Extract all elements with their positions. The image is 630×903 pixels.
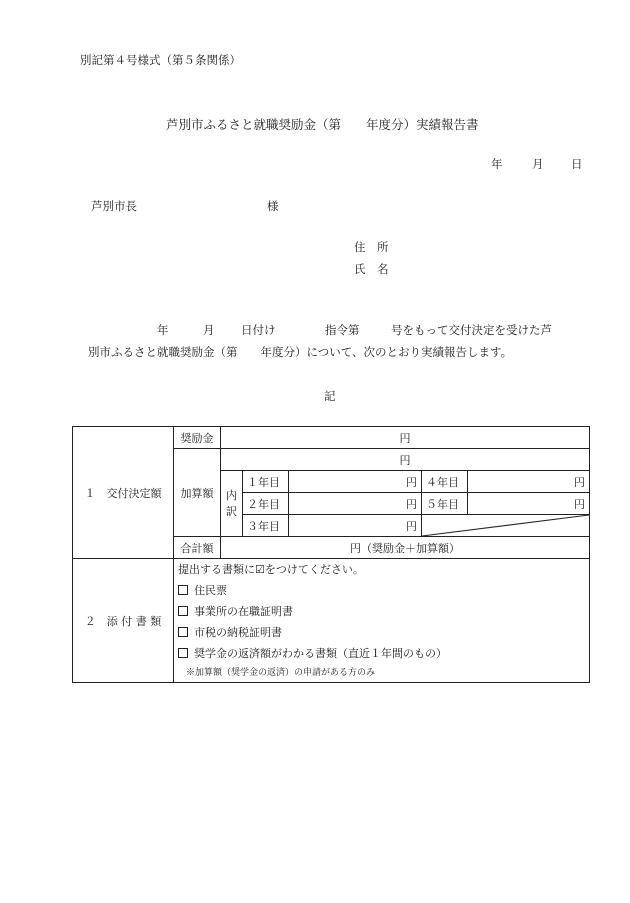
body-order: 指令第 (325, 323, 360, 337)
year3-value: 円 (289, 515, 422, 537)
checklist-item-juminhyo[interactable] (178, 580, 585, 601)
total-value: 円（奨励金＋加算額） (221, 537, 590, 559)
checklist-item-scholarship-repayment[interactable] (178, 643, 585, 664)
total-label: 合計額 (174, 537, 221, 559)
year5-label: ５年目 (422, 493, 468, 515)
shoreikin-label: 奨励金 (174, 427, 221, 449)
checkbox-icon[interactable] (178, 585, 188, 595)
checklist-instructions: 提出する書類に☑をつけてください。 (178, 563, 364, 576)
body-line1-text: 号をもって交付決定を受けた芦 (391, 323, 552, 337)
diagonal-line (422, 515, 589, 536)
body-year: 年 (157, 323, 169, 337)
date-year-label: 年 (491, 157, 503, 171)
body-month: 月 (203, 323, 215, 337)
checklist-item-label: 住民票 (194, 584, 227, 597)
addressee-name: 芦別市長 (91, 199, 137, 213)
checkbox-icon[interactable] (178, 627, 188, 637)
year4-label: ４年目 (422, 471, 468, 493)
date-day-label: 日 (571, 157, 583, 171)
section1-label: １ 交付決定額 (73, 427, 174, 559)
year1-value: 円 (289, 471, 422, 493)
uchiwake-char-2: 訳 (226, 504, 237, 518)
checklist-item-tax-certificate[interactable] (178, 622, 585, 643)
document-title: 芦別市ふるさと就職奨励金（第 年度分）実績報告書 (166, 117, 479, 132)
uchiwake-char-1: 内 (226, 488, 237, 502)
year3-label: ３年目 (243, 515, 289, 537)
checklist-item-label: 奨学金の返済額がわかる書類（直近１年間のもの） (194, 647, 447, 660)
name-label: 氏 名 (354, 262, 389, 276)
year4-value: 円 (468, 471, 590, 493)
body-line2: 別市ふるさと就職奨励金（第 年度分）について、次のとおり実績報告します。 (88, 345, 513, 359)
year5-value: 円 (468, 493, 590, 515)
report-table (72, 426, 590, 683)
kasangaku-label: 加算額 (174, 449, 221, 537)
checklist-item-employment-certificate[interactable] (178, 601, 585, 622)
diagonal-cell (422, 515, 590, 537)
checklist-note: ※加算額（奨学金の返済）の申請がある方のみ (186, 668, 376, 678)
date-month-label: 月 (532, 157, 544, 171)
kasangaku-value: 円 (221, 449, 590, 471)
shoreikin-value: 円 (221, 427, 590, 449)
checkbox-icon[interactable] (178, 606, 188, 616)
uchiwake-label (221, 471, 243, 537)
year2-value: 円 (289, 493, 422, 515)
year1-label: １年目 (243, 471, 289, 493)
checklist-item-label: 市税の納税証明書 (194, 626, 282, 639)
checkbox-icon[interactable] (178, 648, 188, 658)
checklist-item-label: 事業所の在職証明書 (194, 605, 293, 618)
attachment-checklist (174, 559, 590, 683)
form-number-label: 別記第４号様式（第５条関係） (80, 53, 241, 67)
addressee-honorific: 様 (267, 199, 279, 213)
section2-label: ２ 添 付 書 類 (73, 559, 174, 683)
address-label: 住 所 (354, 240, 389, 254)
body-day: 日付け (241, 323, 276, 337)
ki-heading: 記 (324, 389, 336, 403)
year2-label: ２年目 (243, 493, 289, 515)
